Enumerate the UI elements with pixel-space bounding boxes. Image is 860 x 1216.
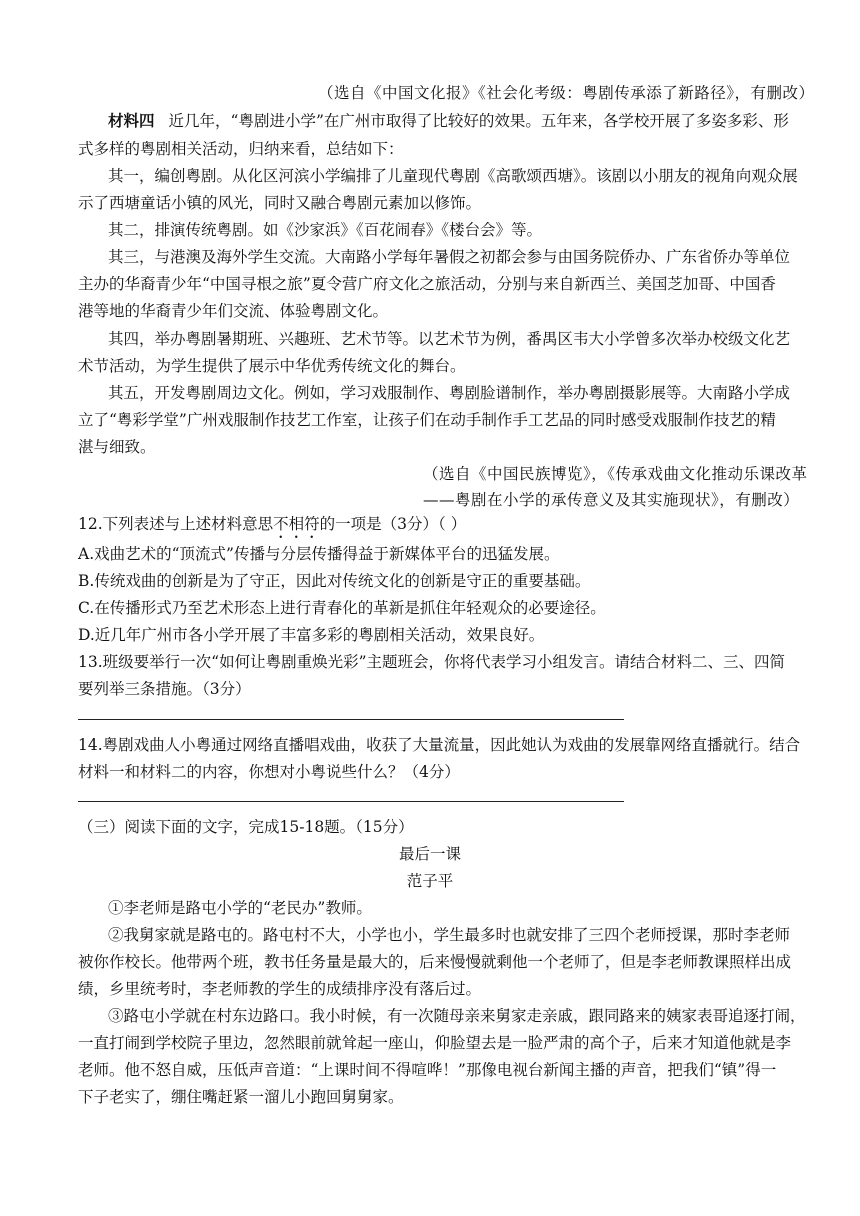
q12-stem-suffix: 的一项是（3分）（ ） [319, 515, 467, 533]
q12-option-c: C.在传播形式乃至艺术形态上进行青春化的革新是抓住年轻观众的必要途径。 [78, 599, 606, 617]
story-para2-line1: ②我舅家就是路屯的。路屯村不大，小学也小，学生最多时也就安排了三四个老师授课，那时李老师 [108, 926, 791, 944]
material4-p3-line3: 港等地的华裔青少年们交流、体验粤剧文化。 [78, 302, 389, 320]
material4-p5-line1: 其五，开发粤剧周边文化。例如，学习戏服制作、粤剧脸谱制作，举办粤剧摄影展等。大南路小学成 [108, 384, 791, 402]
q14-line1: 14.粤剧戏曲人小粤通过网络直播唱戏曲，收获了大量流量，因此她认为戏曲的发展靠网络直播就行。结合 [78, 736, 801, 754]
material4-p4-line1: 其四，举办粤剧暑期班、兴趣班、艺术节等。以艺术节为例，番禺区韦大小学曾多次举办校级文化艺 [108, 330, 791, 348]
q13-line2: 要列举三条措施。（3分） [78, 680, 251, 698]
q14-line2: 材料一和材料二的内容，你想对小粤说些什么？（4分） [78, 763, 460, 781]
material4-intro-line1 [108, 111, 789, 131]
section3-heading: （三）阅读下面的文字，完成15-18题。（15分） [78, 818, 414, 836]
story-para3-line4: 下子老实了，绷住嘴赶紧一溜儿小跑回舅舅家。 [78, 1088, 404, 1106]
material4-source-line2: ——粤剧在小学的承传意义及其实施现状》，有删改） [423, 491, 800, 509]
material4-intro-line2: 式多样的粤剧相关活动，归纳来看，总结如下： [78, 140, 404, 158]
q12-stem-prefix: 12.下列表述与上述材料意思 [78, 515, 274, 533]
material3-source: （选自《中国文化报》《社会化考级：粤剧传承添了新路径》，有删改） [318, 84, 815, 102]
q12-option-b: B.传统戏曲的创新是为了守正，因此对传统文化的创新是守正的重要基础。 [78, 572, 591, 590]
q14-answer-line[interactable] [78, 801, 624, 802]
material4-p1-line2: 示了西塘童话小镇的风光，同时又融合粤剧元素加以修饰。 [78, 194, 482, 212]
story-para3-line3: 老师。他不怒自威，压低声音道：“上课时间不得喧哗！”那像电视台新闻主播的声音，把我们“镇”得一 [78, 1061, 777, 1079]
material4-p4-line2: 术节活动，为学生提供了展示中华优秀传统文化的舞台。 [78, 357, 466, 375]
material4-source-line1: （选自《中国民族博览》，《传承戏曲文化推动乐课改革 [423, 465, 808, 483]
story-title: 最后一课 [398, 845, 461, 863]
q12-option-d: D.近几年广州市各小学开展了丰富多彩的粤剧相关活动，效果良好。 [78, 626, 545, 644]
story-para3-line2: 一直打闹到学校院子里边，忽然眼前就耸起一座山，仰脸望去是一脸严肃的高个子，后来才知道他就是李 [78, 1034, 792, 1052]
material4-p3-line2: 主办的华裔青少年“中国寻根之旅”夏令营广府文化之旅活动，分别与来自新西兰、美国芝加哥、中国香 [78, 275, 776, 293]
q12-stem [78, 514, 466, 542]
story-author: 范子平 [406, 872, 454, 890]
material4-p1-line1: 其一，编创粤剧。从化区河滨小学编排了儿童现代粤剧《高歌颂西塘》。该剧以小朋友的视角向观众展 [108, 167, 798, 185]
q12-stem-emphasis: 不相符 [273, 515, 320, 533]
material4-p5-line2: 立了“粤彩学堂”广州戏服制作技艺工作室，让孩子们在动手制作手工艺品的同时感受戏服制作技艺的精 [78, 411, 776, 429]
material4-intro-text: 近几年，“粤剧进小学”在广州市取得了比较好的效果。五年来，各学校开展了多姿多彩、形 [168, 112, 789, 130]
story-para3-line1: ③路屯小学就在村东边路口。我小时候，有一次随母亲来舅家走亲戚，跟同路来的姨家表哥追逐打闹， [108, 1007, 806, 1025]
material4-label: 材料四 [108, 111, 155, 130]
story-para2-line3: 绩，乡里统考时，李老师教的学生的成绩排序没有落后过。 [78, 980, 482, 998]
material4-p5-line3: 湛与细致。 [78, 438, 156, 456]
material4-p2-line1: 其二，排演传统粤剧。如《沙家浜》《百花闹春》《楼台会》等。 [108, 221, 543, 239]
story-para1: ①李老师是路屯小学的“老民办”教师。 [108, 899, 372, 917]
q13-answer-line[interactable] [78, 719, 624, 720]
q12-option-a: A.戏曲艺术的“顶流式”传播与分层传播得益于新媒体平台的迅猛发展。 [78, 545, 560, 563]
q13-line1: 13.班级要举行一次“如何让粤剧重焕光彩”主题班会，你将代表学习小组发言。请结合材料二、三、四简 [78, 653, 786, 671]
story-para2-line2: 被你作校长。他带两个班，教书任务量是最大的，后来慢慢就剩他一个老师了，但是李老师教课照样出成 [78, 953, 792, 971]
material4-p3-line1: 其三，与港澳及海外学生交流。大南路小学每年暑假之初都会参与由国务院侨办、广东省侨办等单位 [108, 248, 791, 266]
